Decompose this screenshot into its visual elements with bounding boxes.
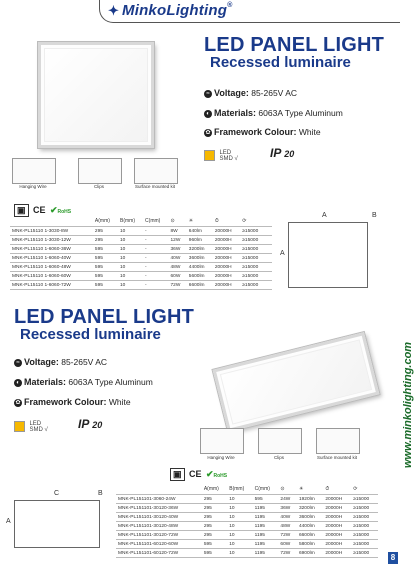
square-panel-image bbox=[38, 42, 154, 148]
materials-icon: ◐ bbox=[14, 379, 22, 387]
table-cell: 1195 bbox=[253, 540, 279, 549]
table-cell: 595 bbox=[93, 245, 118, 254]
table-cell: 20000H bbox=[323, 522, 351, 531]
table-cell: MNK-PL15110 1-6060-40W bbox=[10, 254, 93, 263]
table-cell: 4400lm bbox=[297, 522, 323, 531]
table-cell: 20000H bbox=[213, 227, 240, 236]
table-row bbox=[116, 531, 378, 540]
table-cell: 10 bbox=[227, 513, 252, 522]
table-cell: 295 bbox=[202, 531, 227, 540]
rohs-mark: ✔RoHS bbox=[205, 469, 228, 479]
table-cell: 10 bbox=[227, 549, 252, 558]
table-cell: ≥15000 bbox=[240, 263, 266, 272]
table-cell: 20000H bbox=[323, 504, 351, 513]
hanging-wire-label: Hanging Wire bbox=[207, 455, 235, 460]
table-row bbox=[10, 254, 272, 263]
section1-framework: ✿ Framework Colour: White bbox=[205, 127, 321, 137]
table-cell: ≥15000 bbox=[240, 281, 266, 290]
table-row bbox=[10, 227, 272, 236]
palette-icon: ✿ bbox=[15, 399, 21, 406]
rectangular-panel-image bbox=[213, 332, 380, 432]
section2-subtitle: Recessed luminaire bbox=[20, 326, 161, 343]
rohs-mark: ✔RoHS bbox=[49, 205, 72, 215]
table-cell: 4400lm bbox=[187, 263, 213, 272]
section1-spec-table: A(mm) B(mm) C(mm) ⊙ ☀ ⏱ ⟳ MNK-PL15110 1-3030-8W 295 10 - 8W 640lm 20000H ≥15000 MNK-PL15110 1-3030-12W 295 10 - 12W 960lm 20000H ≥15000 MNK-PL15110 1-6060-36W 595 10 - 36W 3200lm 20000H ≥15000 MNK-PL15110 1-6060-40W 595 10 - 40W 3600lm 20000H ≥15000 MNK-PL15110 1-6060-48W 595 10 - 48W 4400lm 20000H ≥15000 MNK-PL15110 1-6060-60W 595 10 - 60W 5600lm 20000H ≥15000 MNK-PL15110 1-6060-72W 595 10 - 72W 6600lm 20000H ≥15000 bbox=[10, 216, 272, 290]
table-cell: 10 bbox=[227, 504, 252, 513]
table-cell: 10 bbox=[227, 522, 252, 531]
table-cell: 3600lm bbox=[187, 254, 213, 263]
safety-icon: ▣ bbox=[14, 204, 29, 217]
table-cell: MNK-PL15110 1-6060-48W bbox=[10, 263, 93, 272]
table-cell: 1195 bbox=[253, 504, 279, 513]
table-row bbox=[10, 263, 272, 272]
table-cell: 10 bbox=[227, 531, 252, 540]
table-cell: MNK-PL15110 1-6060-72W bbox=[10, 281, 93, 290]
table-cell: - bbox=[143, 281, 168, 290]
clips-image bbox=[78, 158, 122, 184]
table-cell: 1920lm bbox=[297, 495, 323, 504]
table-cell: 20000H bbox=[213, 272, 240, 281]
table-cell: MNK-PL151101-60120-60W bbox=[116, 540, 202, 549]
section1-title: LED PANEL LIGHT bbox=[204, 34, 385, 56]
table-row bbox=[116, 549, 378, 558]
table-cell: 40W bbox=[168, 254, 186, 263]
table-cell bbox=[267, 281, 272, 290]
table-cell: 595 bbox=[93, 281, 118, 290]
table-cell: MNK-PL151101-60120-72W bbox=[116, 549, 202, 558]
ce-mark: CE bbox=[32, 205, 46, 215]
dim-b-label: B bbox=[372, 212, 377, 219]
table-cell: 60W bbox=[278, 540, 297, 549]
table-cell: MNK-PL151101-3060-24W bbox=[116, 495, 202, 504]
hanging-wire-image bbox=[12, 158, 56, 184]
table-cell: 1195 bbox=[253, 522, 279, 531]
table-cell: 20000H bbox=[323, 549, 351, 558]
table-cell: 20000H bbox=[323, 531, 351, 540]
table-cell: 20000H bbox=[323, 495, 351, 504]
section2-framework: ✿ Framework Colour: White bbox=[15, 397, 131, 407]
table-cell: 595 bbox=[93, 272, 118, 281]
led-chip-icon bbox=[204, 150, 215, 161]
dim-a-side-label: A bbox=[280, 250, 285, 257]
table-cell: 10 bbox=[118, 263, 143, 272]
brand-name: MinkoLighting® bbox=[122, 2, 233, 19]
table-cell: ≥15000 bbox=[240, 236, 266, 245]
table-cell bbox=[267, 227, 272, 236]
table-cell: 10 bbox=[118, 281, 143, 290]
section2-led-smd: LED SMD √ bbox=[14, 418, 48, 436]
table-cell: ≥15000 bbox=[240, 254, 266, 263]
section2-dimension-drawing bbox=[14, 500, 100, 548]
section1-materials: ◐ Materials: 6063A Type Aluminum bbox=[204, 108, 343, 118]
table-cell: ≥15000 bbox=[351, 531, 378, 540]
table-row bbox=[116, 504, 378, 513]
table-cell: 3600lm bbox=[297, 513, 323, 522]
table-cell bbox=[267, 272, 272, 281]
table-cell: 24W bbox=[278, 495, 297, 504]
table-cell: 20000H bbox=[213, 236, 240, 245]
table-cell: - bbox=[143, 272, 168, 281]
clips-label: Clips bbox=[93, 184, 104, 189]
table-cell: 295 bbox=[202, 495, 227, 504]
table-row bbox=[116, 513, 378, 522]
dim-a-side-label: A bbox=[6, 518, 11, 525]
surface-kit-image bbox=[316, 428, 360, 454]
voltage-icon: ≈ bbox=[204, 90, 212, 98]
table-cell: MNK-PL151101-30120-40W bbox=[116, 513, 202, 522]
section1-dimension-drawing bbox=[288, 222, 368, 288]
table-cell: 6900lm bbox=[297, 549, 323, 558]
website-text: www.minkolighting.com bbox=[402, 341, 414, 468]
table-cell: 48W bbox=[278, 522, 297, 531]
website-strip bbox=[390, 28, 414, 556]
table-cell: ≥15000 bbox=[351, 504, 378, 513]
brand-logo-icon: ✦ bbox=[108, 3, 119, 18]
table-cell: 60W bbox=[168, 272, 186, 281]
table-cell: 1195 bbox=[253, 531, 279, 540]
table-cell: 6600lm bbox=[187, 281, 213, 290]
section2-title: LED PANEL LIGHT bbox=[14, 306, 195, 328]
table-cell: ≥15000 bbox=[351, 540, 378, 549]
materials-icon: ◐ bbox=[204, 110, 212, 118]
table-cell: - bbox=[143, 245, 168, 254]
section1-subtitle: Recessed luminaire bbox=[210, 54, 351, 71]
table-cell: ≥15000 bbox=[351, 513, 378, 522]
table-cell: 20000H bbox=[213, 281, 240, 290]
surface-kit-label: Surface mounted kit bbox=[134, 184, 176, 189]
table-cell: 10 bbox=[118, 245, 143, 254]
surface-kit-image bbox=[134, 158, 178, 184]
table-cell: - bbox=[143, 263, 168, 272]
table-cell: MNK-PL151101-30120-48W bbox=[116, 522, 202, 531]
table-cell: 72W bbox=[168, 281, 186, 290]
table-cell: - bbox=[143, 236, 168, 245]
table-cell: 1195 bbox=[253, 513, 279, 522]
table-cell: 40W bbox=[278, 513, 297, 522]
table-cell: 3200lm bbox=[297, 504, 323, 513]
clips-label: Clips bbox=[273, 455, 284, 460]
table-cell: 3200lm bbox=[187, 245, 213, 254]
table-cell: ≥15000 bbox=[240, 272, 266, 281]
dim-a-label: A bbox=[322, 212, 327, 219]
table-cell: 10 bbox=[118, 254, 143, 263]
table-row bbox=[10, 245, 272, 254]
table-cell: 595 bbox=[202, 549, 227, 558]
table-cell: 295 bbox=[202, 504, 227, 513]
section2-spec-table: A(mm) B(mm) C(mm) ⊙ ☀ ⏱ ⟳ MNK-PL151101-3060-24W 295 10 595 24W 1920lm 20000H ≥15000 MNK-PL151101-30120-36W 295 10 1195 36W 3200lm 20000H ≥15000 MNK-PL151101-30120-40W 295 10 1195 40W 3600lm 20000H ≥15000 MNK-PL151101-30120-48W 295 10 1195 48W 4400lm 20000H ≥15000 MNK-PL151101-30120-72W 295 10 1195 72W 6600lm 20000H ≥15000 MNK-PL151101-60120-60W 595 10 1195 60W 5800lm 20000H ≥15000 MNK-PL151101-60120-72W 595 10 1195 72W 6900lm 20000H ≥15000 bbox=[116, 484, 378, 558]
table-cell: - bbox=[143, 254, 168, 263]
table-cell: 5800lm bbox=[297, 540, 323, 549]
dim-b-label: B bbox=[98, 490, 103, 497]
table-cell: 10 bbox=[227, 495, 252, 504]
table-cell: ≥15000 bbox=[351, 522, 378, 531]
table-cell: 10 bbox=[118, 272, 143, 281]
surface-kit-label: Surface mounted kit bbox=[316, 455, 358, 460]
clips-image bbox=[258, 428, 302, 454]
table-cell: MNK-PL151101-30120-36W bbox=[116, 504, 202, 513]
table-cell: ≥15000 bbox=[240, 227, 266, 236]
table-cell bbox=[267, 254, 272, 263]
table-cell: ≥15000 bbox=[351, 549, 378, 558]
table-cell: 10 bbox=[227, 540, 252, 549]
page-number: 8 bbox=[388, 552, 398, 564]
table-row bbox=[10, 272, 272, 281]
table-cell: MNK-PL151101-30120-72W bbox=[116, 531, 202, 540]
table-cell: 960lm bbox=[187, 236, 213, 245]
table-cell: 295 bbox=[93, 227, 118, 236]
table-cell: 295 bbox=[202, 513, 227, 522]
ce-mark: CE bbox=[188, 469, 202, 479]
section1-voltage: ≈ Voltage: 85-265V AC bbox=[204, 88, 297, 98]
table-cell: MNK-PL15110 1-3030-8W bbox=[10, 227, 93, 236]
led-chip-icon bbox=[14, 421, 25, 432]
table-cell: MNK-PL15110 1-6060-60W bbox=[10, 272, 93, 281]
voltage-icon: ≈ bbox=[14, 359, 22, 367]
safety-icon: ▣ bbox=[170, 468, 185, 481]
table-cell: 640lm bbox=[187, 227, 213, 236]
table-cell bbox=[267, 236, 272, 245]
table-cell: 595 bbox=[93, 263, 118, 272]
table-cell: 8W bbox=[168, 227, 186, 236]
table-cell: 20000H bbox=[213, 254, 240, 263]
table-cell: 295 bbox=[202, 522, 227, 531]
brand-header bbox=[99, 0, 400, 23]
section1-led-smd: LED SMD √ bbox=[204, 147, 238, 165]
table-row bbox=[116, 522, 378, 531]
table-cell: 20000H bbox=[213, 263, 240, 272]
table-cell: 12W bbox=[168, 236, 186, 245]
table-row bbox=[10, 281, 272, 290]
table-cell: 10 bbox=[118, 227, 143, 236]
table-cell: 48W bbox=[168, 263, 186, 272]
section2-voltage: ≈ Voltage: 85-265V AC bbox=[14, 357, 107, 367]
table-cell: 295 bbox=[93, 236, 118, 245]
table-cell: 6600lm bbox=[297, 531, 323, 540]
table-row bbox=[116, 495, 378, 504]
table-cell: ≥15000 bbox=[351, 495, 378, 504]
hanging-wire-image bbox=[200, 428, 244, 454]
table-cell: ≥15000 bbox=[240, 245, 266, 254]
section2-ip-rating: IP 20 bbox=[78, 417, 103, 431]
table-cell: 72W bbox=[278, 549, 297, 558]
table-cell: 20000H bbox=[323, 540, 351, 549]
table-cell: - bbox=[143, 227, 168, 236]
table-cell: 595 bbox=[253, 495, 279, 504]
palette-icon: ✿ bbox=[205, 129, 211, 136]
dim-c-label: C bbox=[54, 490, 60, 497]
section2-certifications bbox=[170, 464, 227, 482]
table-cell: 20000H bbox=[323, 513, 351, 522]
table-cell: MNK-PL15110 1-6060-36W bbox=[10, 245, 93, 254]
table-cell: 5600lm bbox=[187, 272, 213, 281]
table-cell bbox=[267, 245, 272, 254]
table-cell: 72W bbox=[278, 531, 297, 540]
table-cell bbox=[267, 263, 272, 272]
table-cell: 36W bbox=[168, 245, 186, 254]
table-row bbox=[10, 236, 272, 245]
hanging-wire-label: Hanging Wire bbox=[19, 184, 47, 189]
section1-ip-rating: IP 20 bbox=[270, 146, 295, 160]
section2-materials: ◐ Materials: 6063A Type Aluminum bbox=[14, 377, 153, 387]
table-cell: 1195 bbox=[253, 549, 279, 558]
table-cell: 10 bbox=[118, 236, 143, 245]
table-cell: 595 bbox=[202, 540, 227, 549]
table-cell: 20000H bbox=[213, 245, 240, 254]
table-cell: 595 bbox=[93, 254, 118, 263]
table-cell: MNK-PL15110 1-3030-12W bbox=[10, 236, 93, 245]
table-cell: 36W bbox=[278, 504, 297, 513]
table-row bbox=[116, 540, 378, 549]
